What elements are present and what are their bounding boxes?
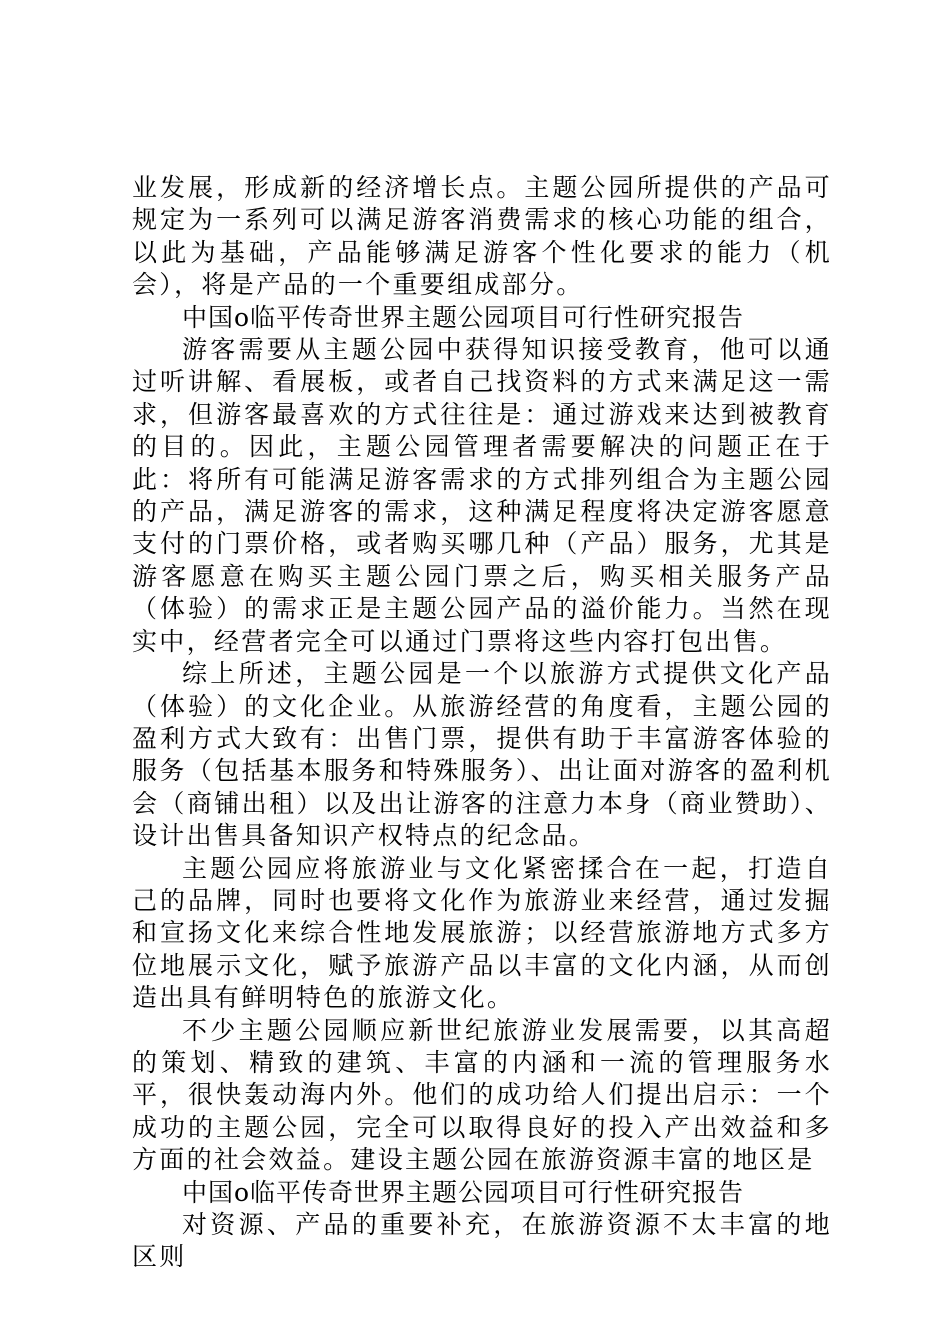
paragraph-visitor-education: 游客需要从主题公园中获得知识接受教育，他可以通过听讲解、看展板，或者自己找资料的方式来满足这一需求，但游客最喜欢的方式往往是：通过游戏来达到被教育的目的。因此，主题公园管理者需要解决的问题正在于此：将所有可能满足游客需求的方式排列组合为主题公园的产品，满足游客的需求，这种满足程度将决定游客愿意支付的门票价格，或者购买哪几种（产品）服务，尤其是游客愿意在购买主题公园门票之后，购买相关服务产品（体验）的需求正是主题公园产品的溢价能力。当然在现实中，经营者完全可以通过门票将这些内容打包出售。 xyxy=(132,335,832,656)
document-page xyxy=(132,172,832,1274)
paragraph-continuation: 业发展，形成新的经济增长点。主题公园所提供的产品可规定为一系列可以满足游客消费需求的核心功能的组合，以此为基础，产品能够满足游客个性化要求的能力（机会），将是产品的一个重要组成部分。 xyxy=(132,173,832,300)
paragraph-resource-supplement: 对资源、产品的重要补充，在旅游资源不太丰富的地区则 xyxy=(132,1210,832,1272)
paragraph-success-enlightenment: 不少主题公园顺应新世纪旅游业发展需要，以其高超的策划、精致的建筑、丰富的内涵和一流的管理服务水平，很快轰动海内外。他们的成功给人们提出启示：一个成功的主题公园，完全可以取得良好的投入产出效益和多方面的社会效益。建设主题公园在旅游资源丰富的地区是 xyxy=(132,1015,832,1175)
paragraph-summary-profit-model: 综上所述，主题公园是一个以旅游方式提供文化产品（体验）的文化企业。从旅游经营的角度看，主题公园的盈利方式大致有：出售门票，提供有助于丰富游客体验的服务（包括基本服务和特殊服务）、出让面对游客的盈利机会（商铺出租）以及出让游客的注意力本身（商业赞助）、设计出售具备知识产权特点的纪念品。 xyxy=(132,659,832,851)
report-title-line: 中国o临平传奇世界主题公园项目可行性研究报告 xyxy=(182,302,745,332)
paragraph-tourism-culture: 主题公园应将旅游业与文化紧密揉合在一起，打造自己的品牌，同时也要将文化作为旅游业来经营，通过发掘和宣扬文化来综合性地发展旅游；以经营旅游地方式多方位地展示文化，赋予旅游产品以丰富的文化内涵，从而创造出具有鲜明特色的旅游文化。 xyxy=(132,853,832,1013)
report-title-line-repeat: 中国o临平传奇世界主题公园项目可行性研究报告 xyxy=(182,1177,745,1207)
